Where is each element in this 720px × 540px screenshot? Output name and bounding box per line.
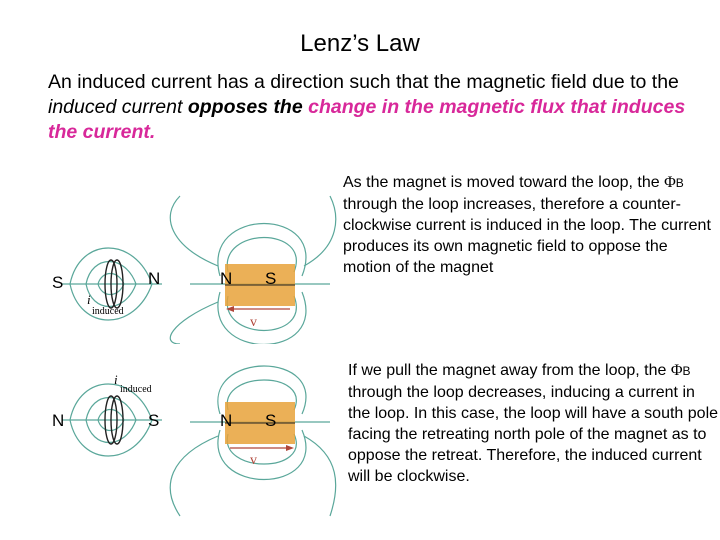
caption-retreat-text-a: If we pull the magnet away from the loop, the (348, 362, 671, 379)
velocity-arrowhead (286, 445, 294, 451)
current-label: induced (92, 306, 124, 317)
current-symbol: i (87, 292, 91, 307)
intro-text-1: An induced current has a direction such that the magnetic field due to the (48, 71, 679, 93)
intro-text-4: change in the magnetic flux that induces the current. (48, 96, 686, 143)
page-title: Lenz’s Law (300, 30, 420, 57)
flux-symbol: Φ (664, 174, 676, 191)
caption-approach (343, 172, 713, 278)
figure-retreat (40, 356, 340, 526)
intro-text-2: induced current (48, 96, 183, 118)
caption-approach-text-a: As the magnet is moved toward the loop, the (343, 174, 665, 191)
velocity-label: v (250, 315, 257, 330)
loop-pole-left: N (52, 411, 65, 430)
loop-pole-right: N (148, 269, 161, 288)
intro-text-3: opposes the (182, 96, 309, 118)
magnet-pole-left: N (220, 269, 233, 288)
flux-subscript: B (682, 364, 691, 378)
current-label: induced (120, 384, 152, 395)
magnet-pole-left: N (220, 411, 233, 430)
caption-approach-text-b: through the loop increases, therefore a counter-clockwise current is induced in the loop. The current produces its own magnetic field to oppose the motion of the magnet (343, 196, 711, 276)
magnet-pole-right: S (265, 411, 277, 430)
loop-pole-left: S (52, 273, 64, 292)
flux-symbol: Φ (670, 362, 683, 379)
figure-approach (40, 176, 340, 344)
caption-retreat (348, 360, 720, 487)
velocity-label: v (250, 453, 257, 468)
magnet-pole-right: S (265, 269, 277, 288)
intro-paragraph (48, 70, 688, 145)
caption-retreat-text-b: through the loop decreases, inducing a current in the loop. In this case, the loop will have a south pole facing the retreating north pole of the magnet as to oppose the retreat. Therefore, the induced current will be clockwise. (348, 384, 719, 485)
flux-subscript: B (675, 176, 684, 190)
loop-pole-right: S (148, 411, 160, 430)
current-symbol: i (114, 372, 118, 387)
